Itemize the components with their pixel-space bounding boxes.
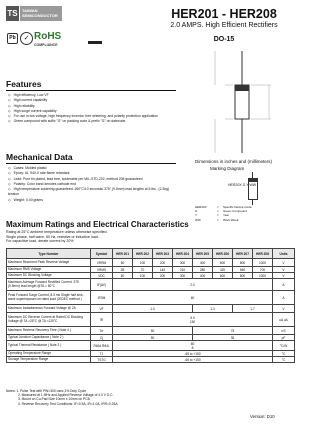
- package-label: DO-15: [213, 36, 235, 43]
- header-units: Units: [273, 249, 295, 259]
- table-row: Typical Thermal Resistance ( Note 3 ) RθJA RθJL 60 8 °C/W: [7, 341, 295, 351]
- table-row: Storage Temperature Range TSTG -65 to +150 °C: [7, 357, 295, 363]
- pb-free-icon: Pb: [7, 33, 18, 44]
- footnote: Notes: 1. Pulse Test with PW=300 usec,1% Duty Cycle: [6, 389, 87, 393]
- feature-item: ◇ Green compound with suffix "G" on packing code & prefix "G" on datecode.: [8, 119, 176, 124]
- table-row: Operating Temperature Range TJ -65 to +150 °C: [7, 351, 295, 357]
- features-list: [8, 93, 176, 125]
- marking-diagram-caption: Marking Diagram: [210, 166, 245, 171]
- dimensions-caption: Dimensions in inches and (millimeters): [195, 159, 273, 164]
- brand-logo-mark: TS: [6, 6, 19, 21]
- header-model: HER 205: [193, 249, 213, 259]
- part-subtitle: 2.0 AMPS. High Efficient Rectifiers: [170, 22, 278, 29]
- mechanical-item: ◇ Cases: Molded plastic: [8, 166, 176, 171]
- table-row: Maximum DC Reverse Current at Rated DC Blocking Voltage @ TA =25°C @ TA =125°C IR 5.0 150 uA uA: [7, 313, 295, 327]
- table-row: Maximum Instantaneous Forward Voltage @ 2A VF 1.0 1.3 1.7 V: [7, 305, 295, 313]
- cathode-band: [249, 179, 257, 182]
- rohs-label: RoHS: [34, 31, 62, 42]
- thermal-rja: 60: [190, 341, 195, 346]
- footnote: 2. Measured at 1 MHz and Applied Reverse Voltage of 4.0 V D.C.: [18, 393, 114, 398]
- package-outline-drawing: [185, 49, 300, 159]
- table-row: Maximum Average Forward Rectified Current .375 (9.5mm) lead length @TA = 50°C IF(AV) 2.0 A: [7, 279, 295, 291]
- ratings-condition: Single phase, half wave, 60 Hz, resistive or inductive load.: [6, 234, 99, 239]
- header-model: HER 207: [233, 249, 253, 259]
- ratings-conditions: [6, 230, 108, 244]
- features-divider: [6, 90, 176, 91]
- header-type-number: Type Number: [7, 249, 91, 259]
- ir-value-25c: 5.0: [190, 315, 195, 320]
- mechanical-divider: [6, 163, 176, 164]
- part-number-title: HER201 - HER208: [171, 7, 277, 21]
- ir-value-125c: 150: [189, 319, 196, 324]
- table-row: Typical Junction Capacitance ( Note 2 ) Cj 50 35 pF: [7, 335, 295, 341]
- mechanical-list: [8, 166, 176, 203]
- marking-diode-body: [248, 178, 258, 200]
- header-model: HER 208: [253, 249, 273, 259]
- header-model: HER 201: [113, 249, 133, 259]
- feature-item: ◇ High efficiency, Low VF: [8, 93, 176, 98]
- rohs-check-icon: ✓: [20, 32, 33, 45]
- table-header-row: [7, 249, 295, 259]
- header-model: HER 206: [213, 249, 233, 259]
- header-symbol: Symbol: [91, 249, 113, 259]
- brand-logo-text: [20, 6, 62, 21]
- version-label: Version: D10: [250, 414, 275, 419]
- ratings-table: [6, 248, 295, 363]
- mechanical-item: ◇ High temperature soldering guaranteed: 260°C/10 seconds/.375",(9.5mm) lead lengths at 5 lbs., (2.3kg) tension: [8, 187, 176, 198]
- header-model: HER 204: [173, 249, 193, 259]
- table-row: Peak Forward Surge Current, 8.3 ms Single half sine-wave superimposed on rated load (JEDEC method ) IFSM 60 A: [7, 291, 295, 305]
- footnotes: [6, 389, 118, 406]
- mechanical-item: ◇ Lead: Pure tin plated, lead free, solderable per MIL-STD-202, method 208 guaranteed: [8, 177, 176, 182]
- thermal-rjl: 8: [191, 345, 194, 350]
- marking-code: HER20X G Y WW: [228, 183, 257, 187]
- legend-row: G = Green Compound: [195, 209, 247, 214]
- marking-lead-bottom: [252, 199, 253, 205]
- mechanical-item: ◇ Epoxy: UL 94V-0 rate flame retardant: [8, 171, 176, 176]
- features-heading: Features: [6, 79, 42, 89]
- mechanical-heading: Mechanical Data: [6, 152, 73, 162]
- header-model: HER 203: [153, 249, 173, 259]
- feature-item: ◇ High surge current capability: [8, 109, 176, 114]
- feature-item: ◇ High current capability: [8, 98, 176, 103]
- legend-row: HER20X = Specific Device Code: [195, 205, 252, 209]
- ratings-condition: Rating at 25°C ambient temperature unless otherwise specified.: [6, 230, 108, 234]
- mechanical-item: ◇ Weight: 0.40 grams: [8, 198, 176, 203]
- footnote: 4. Reverse Recovery Test Conditions: IF=0.5A, IR=1.0A, IRR=0.25A: [18, 401, 118, 406]
- brand-logo: [6, 6, 62, 21]
- rohs-compliance-label: COMPLIANCE: [34, 43, 58, 47]
- marking-legend: [195, 205, 252, 222]
- mechanical-item: ◇ Polarity: Color band denotes cathode end: [8, 182, 176, 187]
- legend-row: Y = Year: [195, 213, 230, 218]
- ratings-condition: For capacitive load, derate current by 20%: [6, 239, 74, 244]
- header-model: HER 202: [133, 249, 153, 259]
- brand-line-1: TAIWAN: [22, 8, 38, 13]
- table-row: Maximum DC Blocking Voltage VDC 50 100 200 300 400 600 800 1000 V: [7, 273, 295, 279]
- diode-icon: [88, 41, 102, 44]
- feature-item: ◇ High reliability: [8, 104, 176, 109]
- footnote: 3. Mount on Cu-Pad Size 10mm x 10mm on PCB: [18, 397, 90, 402]
- brand-line-2: SEMICONDUCTOR: [22, 13, 58, 18]
- table-row: Maximum Recurrent Peak Reverse Voltage VRRM 50 100 200 300 400 600 800 1000 V: [7, 259, 295, 267]
- table-row: Maximum RMS Voltage VRMS 35 70 140 210 280 420 560 700 V: [7, 267, 295, 273]
- ratings-heading: Maximum Ratings and Electrical Characteristics: [6, 220, 189, 229]
- feature-item: ◇ For use in low voltage, high frequency inventor, free wheeling, and polarity protection application: [8, 114, 176, 119]
- legend-row: WW = Work Week: [195, 217, 239, 222]
- table-row: Maximum Reverse Recovery Time ( Note 4 ) Trr 50 75 nS: [7, 327, 295, 335]
